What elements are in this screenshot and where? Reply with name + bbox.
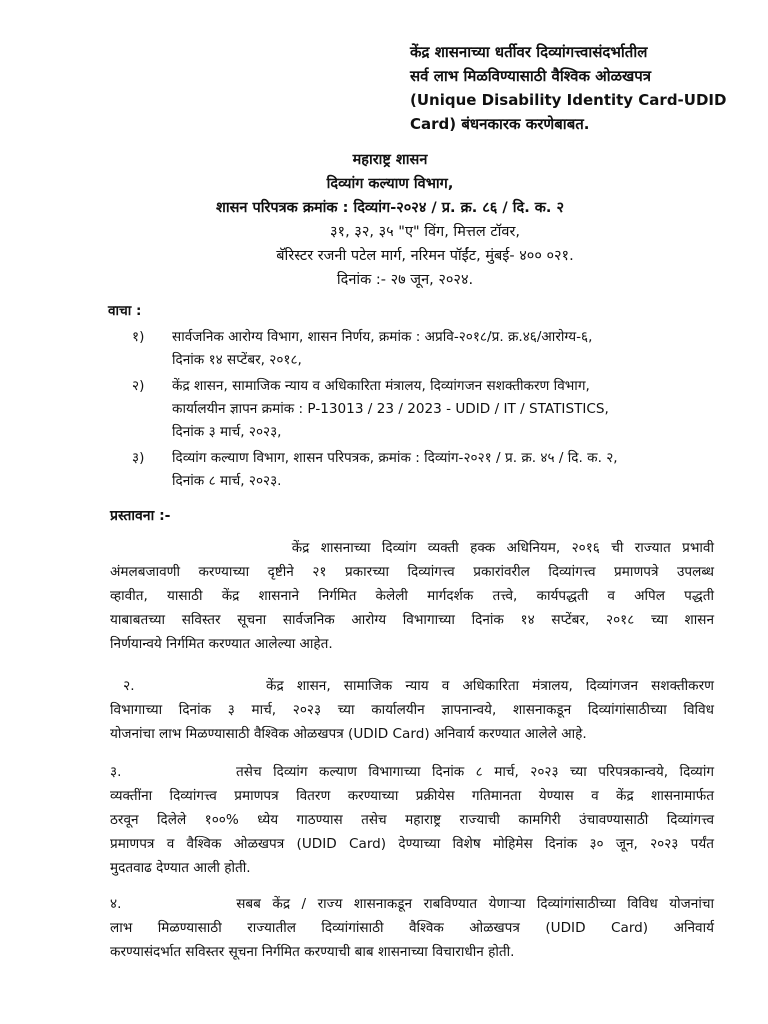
paragraph-line: करण्यासंदर्भात सविस्तर सूचना निर्गमित करण्याची बाब शासनाच्या विचाराधीन होती.: [110, 944, 515, 960]
paragraph-line: केंद्र शासनाच्या दिव्यांग व्यक्ती हक्क अधिनियम, २०१६ ची राज्यात प्रभावी: [110, 540, 714, 556]
reference-item: [110, 447, 720, 493]
reference-item: [110, 375, 720, 444]
circular-date: दिनांक :- २७ जून, २०२४.: [336, 272, 474, 288]
reference-line: दिव्यांग कल्याण विभाग, शासन परिपत्रक, क्रमांक : दिव्यांग-२०२१ / प्र. क्र. ४५ / दि. क. २,: [172, 450, 618, 466]
subject-line: Card) बंधनकारक करणेबाबत.: [410, 115, 590, 133]
paragraph-line: ठरवून दिलेले १००% ध्येय गाठण्यास तसेच महाराष्ट्र राज्याची कामगिरी उंचावण्यासाठी दिव्यांगत्त्व: [110, 812, 714, 828]
address-line-2: बॅरिस्टर रजनी पटेल मार्ग, नरिमन पॉईंट, मुंबई- ४०० ०२१.: [276, 248, 574, 264]
government-name: महाराष्ट्र शासन: [352, 152, 428, 168]
paragraph-line: निर्णयान्वये निर्गमित करण्यात आलेल्या आहेत.: [110, 636, 333, 652]
circular-number: शासन परिपत्रक क्रमांक : दिव्यांग-२०२४ / प्र. क्र. ८६ / दि. क. २: [216, 200, 564, 216]
preamble-title: प्रस्तावना :-: [110, 508, 171, 524]
department-name: दिव्यांग कल्याण विभाग,: [326, 176, 454, 192]
paragraph-line: व्यक्तींना दिव्यांगत्त्व प्रमाणपत्र वितरण करण्याच्या प्रक्रीयेस गतिमानता येण्यास व केंद्र शासनामार्फत: [110, 788, 714, 804]
paragraph-line: विभागाच्या दिनांक ३ मार्च, २०२३ च्या कार्यालयीन ज्ञापनान्वये, शासनाकडून दिव्यांगांसाठीच्या विविध: [110, 702, 714, 718]
reference-line: दिनांक ८ मार्च, २०२३.: [172, 473, 282, 489]
references-section: [110, 300, 720, 493]
letterhead: [90, 148, 690, 292]
paragraph-line: याबाबतच्या सविस्तर सूचना सार्वजनिक आरोग्य विभागाच्या दिनांक १४ सप्टेंबर, २०१८ च्या शासन: [110, 612, 714, 628]
reference-item: [110, 326, 720, 372]
paragraph-line: लाभ मिळण्यासाठी राज्यातील दिव्यांगांसाठी वैश्विक ओळखपत्र (UDID Card) अनिवार्य: [110, 920, 714, 936]
reference-line: कार्यालयीन ज्ञापन क्रमांक : P-13013 / 23 / 2023 - UDID / IT / STATISTICS,: [172, 401, 609, 417]
paragraph-line: प्रमाणपत्र व वैश्विक ओळखपत्र (UDID Card) देण्याच्या विशेष मोहिमेस दिनांक ३० जून, २०२३ पर्यंत: [110, 836, 714, 852]
references-title: वाचा :: [108, 303, 142, 319]
paragraph-line: मुदतवाढ देण्यात आली होती.: [110, 860, 251, 876]
paragraph-line: व्हावीत, यासाठी केंद्र शासनाने निर्गमित केलेली मार्गदर्शक तत्त्वे, कार्यपद्धती व अपिल पद्धती: [110, 588, 714, 604]
subject-line: केंद्र शासनाच्या धर्तीवर दिव्यांगत्त्वासंदर्भातील: [410, 43, 648, 61]
subject-block: [410, 40, 727, 136]
reference-number: १): [132, 329, 145, 345]
reference-line: दिनांक ३ मार्च, २०२३,: [172, 424, 282, 440]
paragraph-line: २. केंद्र शासन, सामाजिक न्याय व अधिकारिता मंत्रालय, दिव्यांगजन सशक्तीकरण: [110, 678, 714, 694]
address-line-1: ३१, ३२, ३५ "ए" विंग, मित्तल टॉवर,: [329, 224, 520, 240]
reference-number: २): [132, 378, 145, 394]
paragraph-2: [110, 674, 714, 746]
paragraph-4: [110, 892, 714, 964]
paragraph-line: ४. सबब केंद्र / राज्य शासनाकडून राबविण्यात येणाऱ्या दिव्यांगांसाठीच्या विविध योजनांचा: [110, 896, 714, 912]
paragraph-1: [110, 536, 714, 656]
paragraph-line: योजनांचा लाभ मिळण्यासाठी वैश्विक ओळखपत्र (UDID Card) अनिवार्य करण्यात आलेले आहे.: [110, 726, 587, 742]
reference-line: दिनांक १४ सप्टेंबर, २०१८,: [172, 352, 302, 368]
paragraph-line: अंमलबजावणी करण्याच्या दृष्टीने २१ प्रकारच्या दिव्यांगत्त्व प्रकारांवरील दिव्यांगत्त्व प्रमाणपत्रे उपलब्ध: [110, 564, 714, 580]
reference-line: सार्वजनिक आरोग्य विभाग, शासन निर्णय, क्रमांक : अप्रवि-२०१८/प्र. क्र.४६/आरोग्य-६,: [172, 329, 593, 345]
paragraph-3: [110, 760, 714, 880]
subject-line: (Unique Disability Identity Card-UDID: [410, 91, 727, 109]
subject-line: सर्व लाभ मिळविण्यासाठी वैश्विक ओळखपत्र: [410, 67, 652, 85]
reference-number: ३): [132, 450, 145, 466]
paragraph-line: ३. तसेच दिव्यांग कल्याण विभागाच्या दिनांक ८ मार्च, २०२३ च्या परिपत्रकान्वये, दिव्यांग: [110, 764, 714, 780]
reference-line: केंद्र शासन, सामाजिक न्याय व अधिकारिता मंत्रालय, दिव्यांगजन सशक्तीकरण विभाग,: [172, 378, 590, 394]
